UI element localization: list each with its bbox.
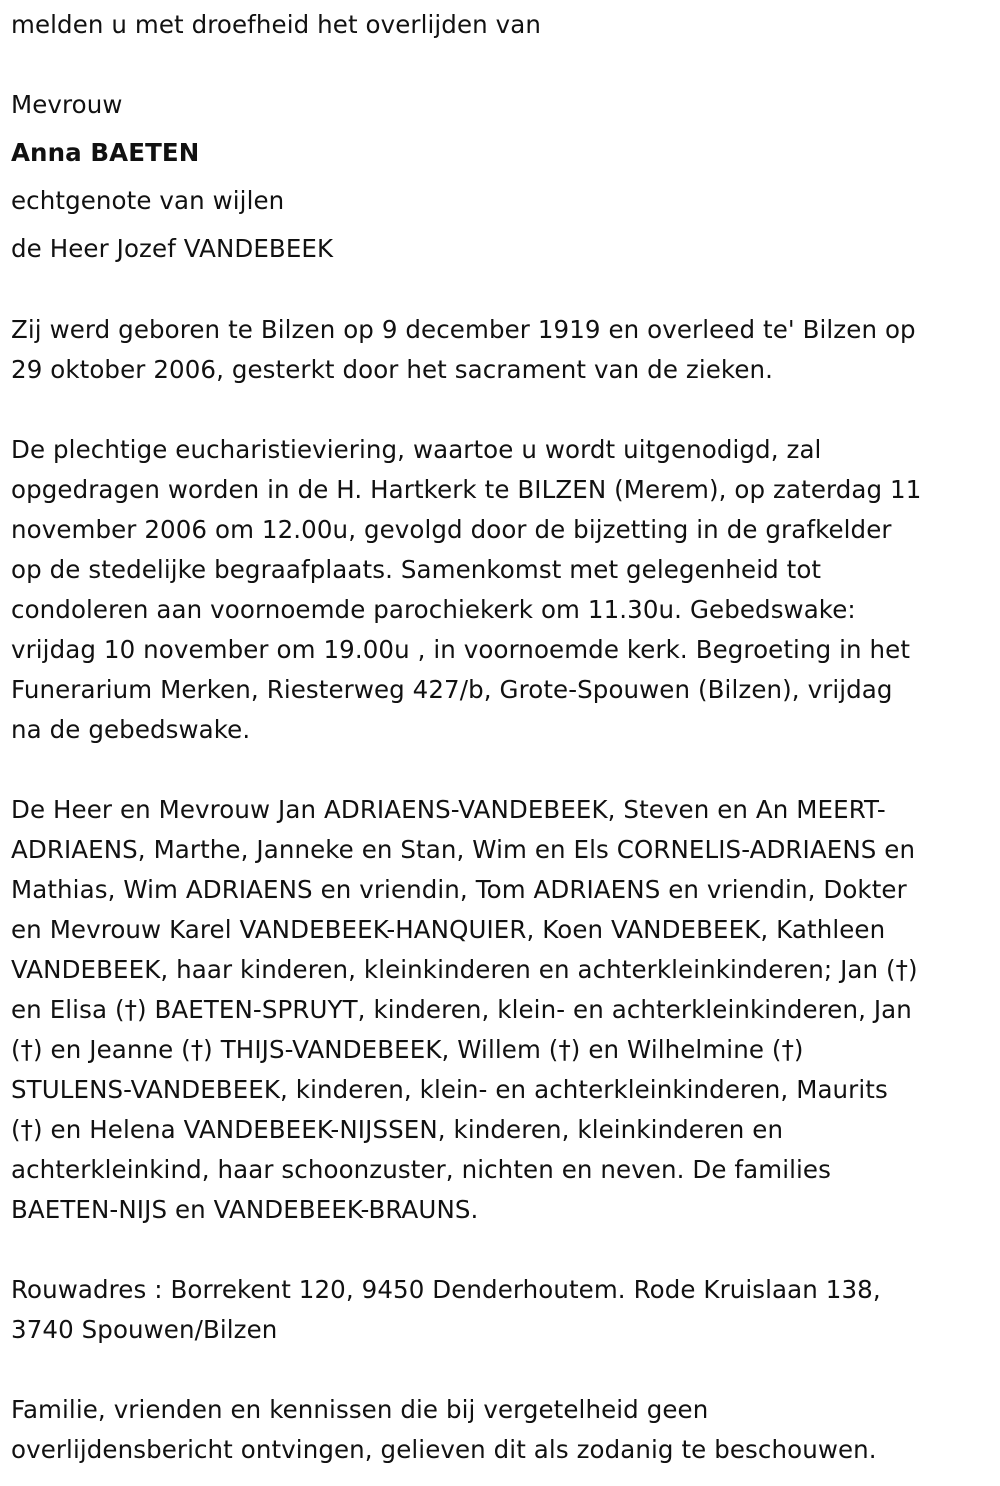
paragraph-line: ADRIAENS, Marthe, Janneke en Stan, Wim en Els CORNELIS-ADRIAENS en xyxy=(11,835,916,864)
paragraph-line: Funerarium Merken, Riesterweg 427/b, Grote-Spouwen (Bilzen), vrijdag xyxy=(11,675,893,704)
paragraph-line: na de gebedswake. xyxy=(11,715,251,744)
paragraph-line: overlijdensbericht ontvingen, gelieven dit als zodanig te beschouwen. xyxy=(11,1435,877,1464)
paragraph-line: Mathias, Wim ADRIAENS en vriendin, Tom ADRIAENS en vriendin, Dokter xyxy=(11,875,907,904)
paragraph-line: Rouwadres : Borrekent 120, 9450 Denderhoutem. Rode Kruislaan 138, xyxy=(11,1275,881,1304)
paragraph-line: STULENS-VANDEBEEK, kinderen, klein- en achterkleinkinderen, Maurits xyxy=(11,1075,888,1104)
paragraph-line: 3740 Spouwen/Bilzen xyxy=(11,1315,278,1344)
paragraph-line: vrijdag 10 november om 19.00u , in voornoemde kerk. Begroeting in het xyxy=(11,635,911,664)
paragraph-line: op de stedelijke begraafplaats. Samenkomst met gelegenheid tot xyxy=(11,555,822,584)
paragraph-line: en Elisa (†) BAETEN-SPRUYT, kinderen, klein- en achterkleinkinderen, Jan xyxy=(11,995,912,1024)
paragraph-line: (†) en Helena VANDEBEEK-NIJSSEN, kinderen, kleinkinderen en xyxy=(11,1115,784,1144)
paragraph-line: VANDEBEEK, haar kinderen, kleinkinderen en achterkleinkinderen; Jan (†) xyxy=(11,955,918,984)
spouse-name: de Heer Jozef VANDEBEEK xyxy=(11,234,334,263)
paragraph-line: achterkleinkind, haar schoonzuster, nichten en neven. De families xyxy=(11,1155,831,1184)
paragraph-line: condoleren aan voornoemde parochiekerk om 11.30u. Gebedswake: xyxy=(11,595,856,624)
paragraph-line: opgedragen worden in de H. Hartkerk te BILZEN (Merem), op zaterdag 11 xyxy=(11,475,922,504)
paragraph-line: 29 oktober 2006, gesterkt door het sacrament van de zieken. xyxy=(11,355,774,384)
paragraph-line: november 2006 om 12.00u, gevolgd door de bijzetting in de grafkelder xyxy=(11,515,892,544)
paragraph-line: Familie, vrienden en kennissen die bij vergetelheid geen xyxy=(11,1395,709,1424)
paragraph-line: en Mevrouw Karel VANDEBEEK-HANQUIER, Koen VANDEBEEK, Kathleen xyxy=(11,915,886,944)
paragraph-line: (†) en Jeanne (†) THIJS-VANDEBEEK, Willem (†) en Wilhelmine (†) xyxy=(11,1035,804,1064)
paragraph-line: De Heer en Mevrouw Jan ADRIAENS-VANDEBEEK, Steven en An MEERT- xyxy=(11,795,886,824)
paragraph-line: Zij werd geboren te Bilzen op 9 december 1919 en overleed te' Bilzen op xyxy=(11,315,916,344)
deceased-name: Anna BAETEN xyxy=(11,138,200,167)
intro-line: melden u met droefheid het overlijden van xyxy=(11,10,541,39)
salutation: Mevrouw xyxy=(11,90,123,119)
paragraph-line: De plechtige eucharistieviering, waartoe u wordt uitgenodigd, zal xyxy=(11,435,822,464)
spouse-relation: echtgenote van wijlen xyxy=(11,186,285,215)
paragraph-line: BAETEN-NIJS en VANDEBEEK-BRAUNS. xyxy=(11,1195,479,1224)
